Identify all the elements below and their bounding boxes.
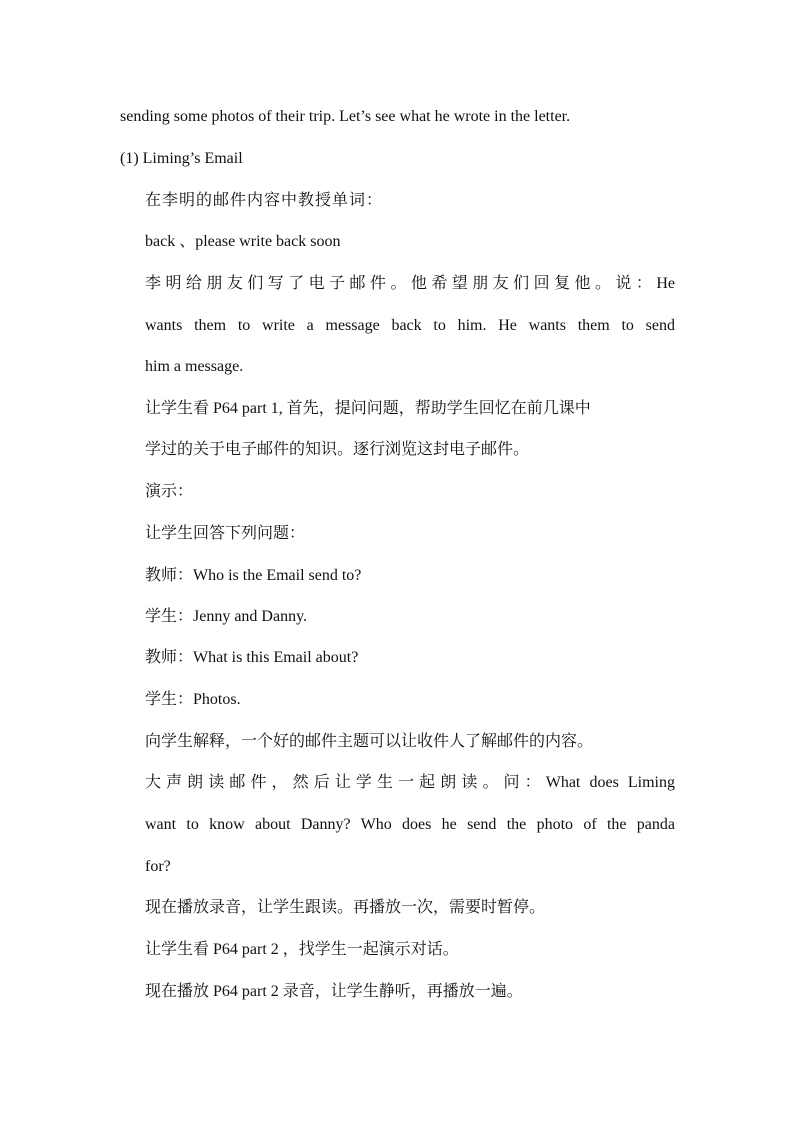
- text-line-vocabulary: back 、please write back soon: [145, 233, 341, 250]
- text-line-review-email: 学过的关于电子邮件的知识。逐行浏览这封电子邮件。: [145, 441, 530, 458]
- text-line-teach-words: 在李明的邮件内容中教授单词：: [145, 192, 384, 209]
- text-line-play-recording: 现在播放录音，让学生跟读。再播放一次，需要时暂停。: [145, 899, 546, 916]
- text-line-p64-part2-recording: 现在播放 P64 part 2 录音，让学生静听，再播放一遍。: [145, 983, 523, 1000]
- text-line-for: for?: [145, 858, 171, 875]
- dialogue-student-answer-1: 学生：Jenny and Danny.: [145, 608, 308, 625]
- text-line-p64-part2-dialogue: 让学生看 P64 part 2 ，找学生一起演示对话。: [145, 941, 459, 958]
- text-line-email-subject-explanation: 向学生解释，一个好的邮件主题可以让收件人了解邮件的内容。: [145, 733, 594, 750]
- dialogue-teacher-question-2: 教师：What is this Email about?: [145, 649, 359, 666]
- dialogue-student-answer-2: 学生：Photos.: [145, 691, 241, 708]
- section-heading-limings-email: (1) Liming’s Email: [120, 150, 243, 167]
- text-line-send-message: him a message.: [145, 358, 244, 375]
- text-line-email-explanation: 李明给朋友们写了电子邮件。他希望朋友们回复他。说：He: [145, 275, 675, 292]
- text-line-write-message: wants them to write a message back to him. He wants them to send: [145, 317, 675, 334]
- text-line-demo: 演示：: [145, 483, 194, 500]
- text-line-p64-part1: 让学生看 P64 part 1, 首先，提问问题，帮助学生回忆在前几课中: [145, 400, 591, 417]
- text-line-read-aloud-question: 大声朗读邮件，然后让学生一起朗读。问：What does Liming: [145, 774, 675, 791]
- text-line-trip-photos: sending some photos of their trip. Let’s see what he wrote in the letter.: [120, 108, 571, 125]
- text-line-answer-questions: 让学生回答下列问题：: [145, 525, 306, 542]
- text-line-danny-panda-question: want to know about Danny? Who does he send the photo of the panda: [145, 816, 675, 833]
- dialogue-teacher-question-1: 教师：Who is the Email send to?: [145, 567, 362, 584]
